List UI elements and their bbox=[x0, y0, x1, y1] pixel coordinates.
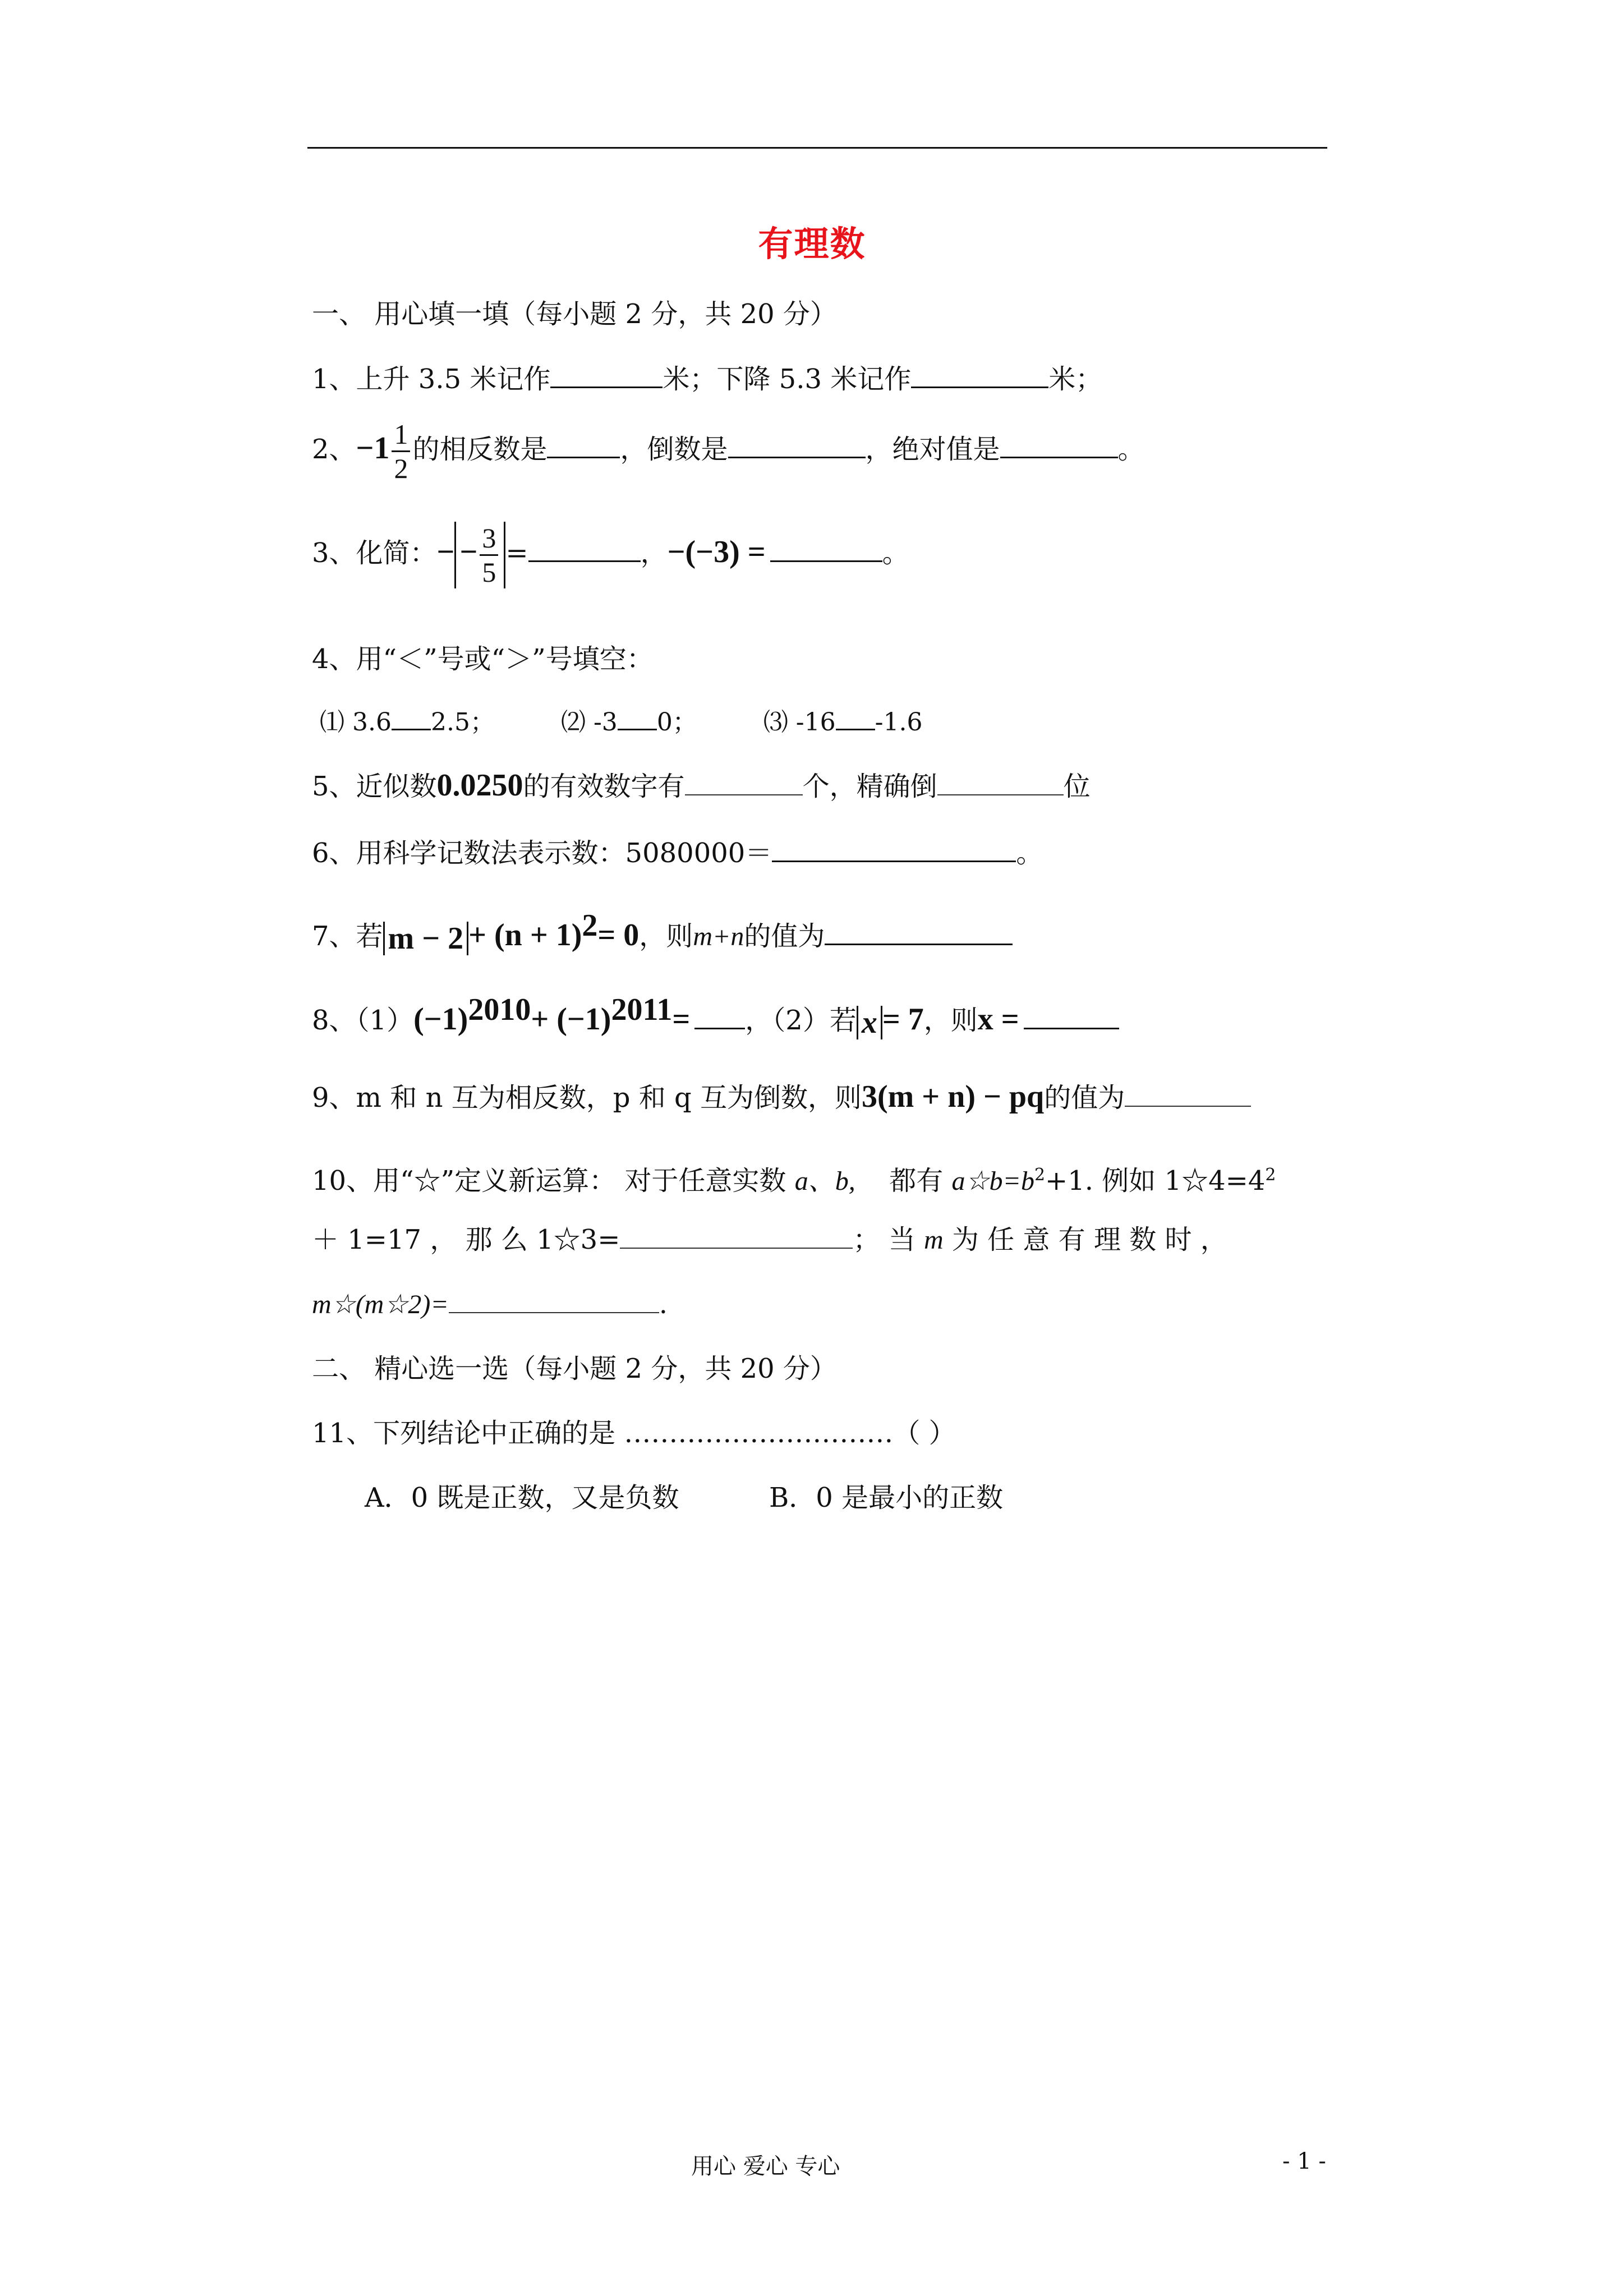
fraction: $\frac{3}{5}$ bbox=[480, 522, 498, 588]
page-number: - 1 - bbox=[1282, 2148, 1326, 2174]
option-b[interactable]: B．0 是最小的正数 bbox=[769, 1482, 1004, 1513]
footer-slogan: 用心 爱心 专心 bbox=[691, 2154, 840, 2179]
answer-blank[interactable] bbox=[770, 536, 882, 562]
question-6: 6、用科学记数法表示数：5080000＝ 。 bbox=[312, 836, 1043, 870]
answer-blank[interactable] bbox=[911, 362, 1048, 388]
answer-blank[interactable] bbox=[728, 432, 866, 458]
question-9: 9、m 和 n 互为相反数，p 和 q 互为倒数，则3(m + n) − pq的值为 bbox=[312, 1080, 1251, 1115]
question-11: 11、下列结论中正确的是 …………………………（ ） bbox=[312, 1418, 956, 1449]
question-5: 5、近似数0.0250的有效数字有 个，精确倒 位 bbox=[312, 768, 1091, 803]
answer-blank[interactable] bbox=[1024, 1003, 1119, 1029]
answer-blank[interactable] bbox=[620, 1223, 853, 1249]
question-10-line-1: 10、用“☆”定义新运算： 对于任意实数 a、b, 都有 $a☆b=b^2+1$. 例如 $1☆4=4^2$ bbox=[312, 1165, 1276, 1197]
page-title: 有理数 bbox=[758, 223, 866, 264]
answer-blank[interactable] bbox=[694, 1003, 745, 1029]
answer-blank[interactable] bbox=[1125, 1081, 1251, 1107]
fraction: $\frac{1}{2}$ bbox=[392, 418, 410, 485]
answer-blank[interactable] bbox=[547, 432, 620, 458]
answer-blank[interactable] bbox=[1000, 432, 1118, 458]
question-1: 1、上升 3.5 米记作 米；下降 5.3 米记作 米； bbox=[312, 362, 1102, 396]
answer-blank[interactable] bbox=[449, 1287, 659, 1313]
section-2-heading: 二、 精心选一选（每小题 2 分，共 20 分） bbox=[312, 1353, 837, 1384]
header-rule bbox=[307, 147, 1327, 149]
section-1-heading: 一、 用心填一填（每小题 2 分，共 20 分） bbox=[312, 298, 837, 330]
question-7: 7、若 $m - 2 + (n + 1)^2= 0$，则m+n的值为 bbox=[312, 909, 1013, 955]
question-8: 8、$(1)(-1)^{2010}+ (-1)^{2011}=$ ，（2）若 x = 7，则x = bbox=[312, 993, 1119, 1039]
answer-blank[interactable] bbox=[937, 770, 1064, 795]
option-a[interactable]: A．0 既是正数，又是负数 bbox=[365, 1482, 679, 1513]
answer-blank[interactable] bbox=[685, 770, 803, 795]
absolute-value: m − 2 bbox=[383, 922, 469, 955]
question-11-options bbox=[365, 1481, 1003, 1515]
question-2: 2、−1 $\frac{1}{2}$ 的相反数是 ，倒数是 ，绝对值是 。 bbox=[312, 418, 1145, 484]
answer-blank[interactable] bbox=[618, 706, 657, 730]
question-3: 3、化简：− − $\frac{3}{5}$ = ，−(−3) = 。 bbox=[312, 522, 909, 588]
question-10-line-2: ＋ 1=17 ， 那 么 1☆3= ； 当 m 为 任 意 有 理 数 时 ， bbox=[312, 1224, 1227, 1255]
answer-blank[interactable] bbox=[836, 706, 875, 730]
answer-blank[interactable] bbox=[550, 362, 663, 388]
answer-blank[interactable] bbox=[392, 706, 431, 730]
question-4: 4、用“＜”号或“＞”号填空： bbox=[312, 643, 654, 675]
question-4-parts: ⑴ 3.6 2.5； ⑵ -3 0； ⑶ -16 -1.6 bbox=[320, 706, 923, 739]
absolute-value: − $\frac{3}{5}$ bbox=[454, 522, 505, 588]
absolute-value: x bbox=[857, 1006, 882, 1039]
answer-blank[interactable] bbox=[825, 919, 1013, 945]
answer-blank[interactable] bbox=[772, 836, 1016, 862]
answer-blank[interactable] bbox=[528, 536, 641, 562]
question-10-line-3: m☆(m☆2)= . bbox=[312, 1289, 668, 1320]
